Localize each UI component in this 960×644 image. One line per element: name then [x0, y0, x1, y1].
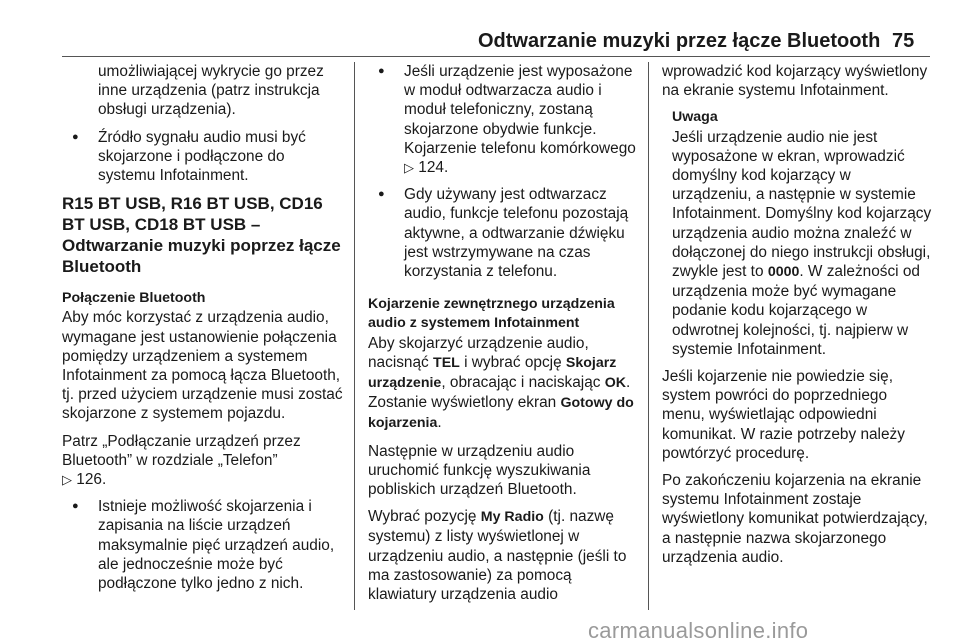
- subheading: Połączenie Bluetooth: [62, 290, 206, 307]
- default-code: 0000: [767, 264, 800, 281]
- bullet-item: ● Istnieje możliwość skojarzenia i zapisania na liście urządzeń maksymalnie pięć urządzeń audio, ale jednocześnie może być podłączone tylko jedno z nich.: [62, 497, 345, 593]
- continued-text: wprowadzić kod kojarzący wyświetlony na ekranie systemu Infotainment.: [662, 63, 928, 100]
- paragraph: [368, 507, 638, 604]
- column-3: [662, 62, 932, 575]
- note-title: Uwaga: [672, 109, 718, 126]
- text: .: [437, 414, 442, 432]
- paragraph: Po zakończeniu kojarzenia na ekranie systemu Infotainment zostaje wyświetlony komunikat potwierdzający, a następnie nazwa skojarzonego urządzenia audio.: [662, 472, 928, 566]
- continued-text: umożliwiającej wykrycie go przez inne urządzenia (patrz instrukcja obsługi urządzenia).: [98, 63, 324, 119]
- column-divider-1: [354, 62, 355, 610]
- page-reference[interactable]: 124.: [418, 159, 449, 177]
- page-header: [0, 0, 960, 56]
- paragraph: Następnie w urządzeniu audio uruchomić funkcję wyszukiwania pobliskich urządzeń Bluetooth.: [368, 442, 591, 499]
- page-title: Odtwarzanie muzyki przez łącze Bluetooth: [478, 30, 881, 52]
- reference-text: Patrz „Podłączanie urządzeń przez Bluetooth” w rozdziale „Telefon”: [62, 432, 301, 469]
- column-divider-2: [648, 62, 649, 610]
- button-name-ok: OK: [604, 375, 627, 392]
- paragraph: [368, 334, 638, 434]
- bullet-item: ● Gdy używany jest odtwarzacz audio, funkcje telefonu pozostają aktywne, a odtwarzanie dźwięku jest wstrzymywane na czas korzystania z telefonu.: [368, 185, 638, 281]
- text: i wybrać opcję: [464, 353, 562, 371]
- column-1: [62, 62, 345, 601]
- page-number: 75: [892, 30, 915, 52]
- watermark: carmanualsonline.info: [588, 618, 809, 643]
- note-box: [672, 108, 932, 359]
- text: Aby skojarzyć urządzenie audio, nacisnąć: [368, 334, 589, 371]
- text: , obracając i naciskając: [441, 374, 601, 392]
- menu-option-name: Skojarz urządzenie: [368, 354, 617, 392]
- paragraph: Jeśli kojarzenie nie powiedzie się, system powróci do poprzedniego menu, wyświetlając odpowiedni komunikat. W razie potrzeby należy powtórzyć procedurę.: [662, 368, 905, 462]
- page-reference[interactable]: 126.: [76, 471, 107, 489]
- bullet-item: [368, 62, 638, 177]
- text: Wybrać pozycję: [368, 508, 477, 526]
- note-text: . W zależności od urządzenia może być wymagane podanie kodu kojarzącego w odwrotnej kolejności, tj. najpierw w systemie Infotainment.: [672, 263, 920, 358]
- paragraph: Aby móc korzystać z urządzenia audio, wymagane jest ustanowienie połączenia pomiędzy urządzeniem a systemem Infotainment za pomocą łącza Bluetooth, tj. przed użyciem urządzenie musi zostać skojarzone z systemem pojazdu.: [62, 309, 343, 423]
- header-divider: [62, 56, 930, 57]
- bullet-item: ● Źródło sygnału audio musi być skojarzone i podłączone do systemu Infotainment.: [62, 128, 345, 186]
- text: (tj. nazwę systemu) z listy wyświetlonej w urządzeniu audio, a następnie (jeśli to ma zastosowanie) za pomocą klawiatury urządzenia audio: [368, 508, 627, 604]
- page-reference-arrow-icon: ▷: [404, 160, 414, 176]
- note-text: Jeśli urządzenie audio nie jest wyposażone w ekran, wprowadzić domyślny kod kojarzący w urządzeniu, a następnie w systemie Infotainment. Domyślny kod kojarzący urządzenia audio można znaleźć w dołączonej do niego instrukcji obsługi, zwykle jest to: [672, 128, 932, 281]
- system-name: My Radio: [480, 509, 544, 526]
- section-heading: R15 BT USB, R16 BT USB, CD16 BT USB, CD18 BT USB – Odtwarzanie muzyki poprzez łącze Bluetooth: [62, 194, 341, 277]
- bullet-text: Jeśli urządzenie jest wyposażone w moduł odtwarzacza audio i moduł telefoniczny, zostaną skojarzone obydwie funkcje. Kojarzenie telefonu komórkowego: [404, 63, 636, 157]
- subheading: Kojarzenie zewnętrznego urządzenia audio z systemem Infotainment: [368, 296, 615, 332]
- paragraph-reference: [62, 432, 345, 490]
- column-2: [368, 62, 638, 612]
- page-reference-arrow-icon: ▷: [62, 472, 72, 488]
- text: . Zostanie wyświetlony ekran: [368, 374, 631, 412]
- screen-name: Gotowy do kojarzenia: [368, 395, 634, 432]
- button-name-tel: TEL: [433, 354, 460, 371]
